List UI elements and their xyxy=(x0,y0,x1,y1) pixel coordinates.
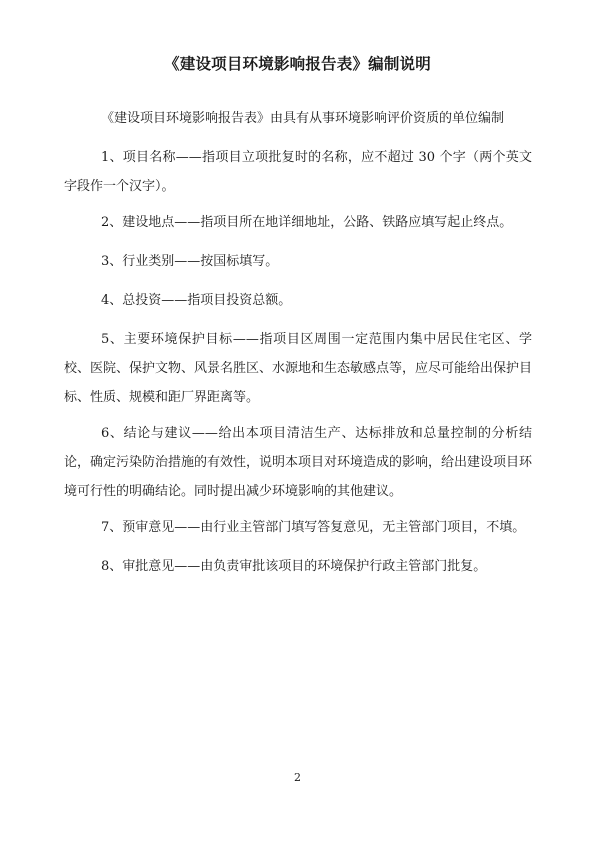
item-project-name: 1、项目名称——指项目立项批复时的名称，应不超过 30 个字（两个英文字段作一个汉字）。 xyxy=(64,150,532,194)
document-body xyxy=(64,104,532,581)
item-total-investment: 4、总投资——指项目投资总额。 xyxy=(101,293,292,308)
item-protection-targets: 5、主要环境保护目标——指项目区周围一定范围内集中居民住宅区、学校、医院、保护文物、风景名胜区、水源地和生态敏感点等，应尽可能给出保护目标、性质、规模和距厂界距离等。 xyxy=(64,332,533,405)
item-construction-site: 2、建设地点——指项目所在地详细地址，公路、铁路应填写起止终点。 xyxy=(101,215,513,230)
item-approval: 8、审批意见——由负责审批该项目的环境保护行政主管部门批复。 xyxy=(101,559,487,574)
item-pre-review: 7、预审意见——由行业主管部门填写答复意见，无主管部门项目，不填。 xyxy=(101,520,526,535)
item-conclusions: 6、结论与建议——给出本项目清洁生产、达标排放和总量控制的分析结论，确定污染防治措施的有效性，说明本项目对环境造成的影响，给出建设项目环境可行性的明确结论。同时提出减少环境影响的其他建议。 xyxy=(64,426,533,499)
page-number: 2 xyxy=(294,771,301,784)
item-industry-category: 3、行业类别——按国标填写。 xyxy=(101,254,279,269)
page-title: 《建设项目环境影响报告表》编制说明 xyxy=(164,55,431,73)
intro-paragraph: 《建设项目环境影响报告表》由具有从事环境影响评价资质的单位编制 xyxy=(101,111,505,126)
